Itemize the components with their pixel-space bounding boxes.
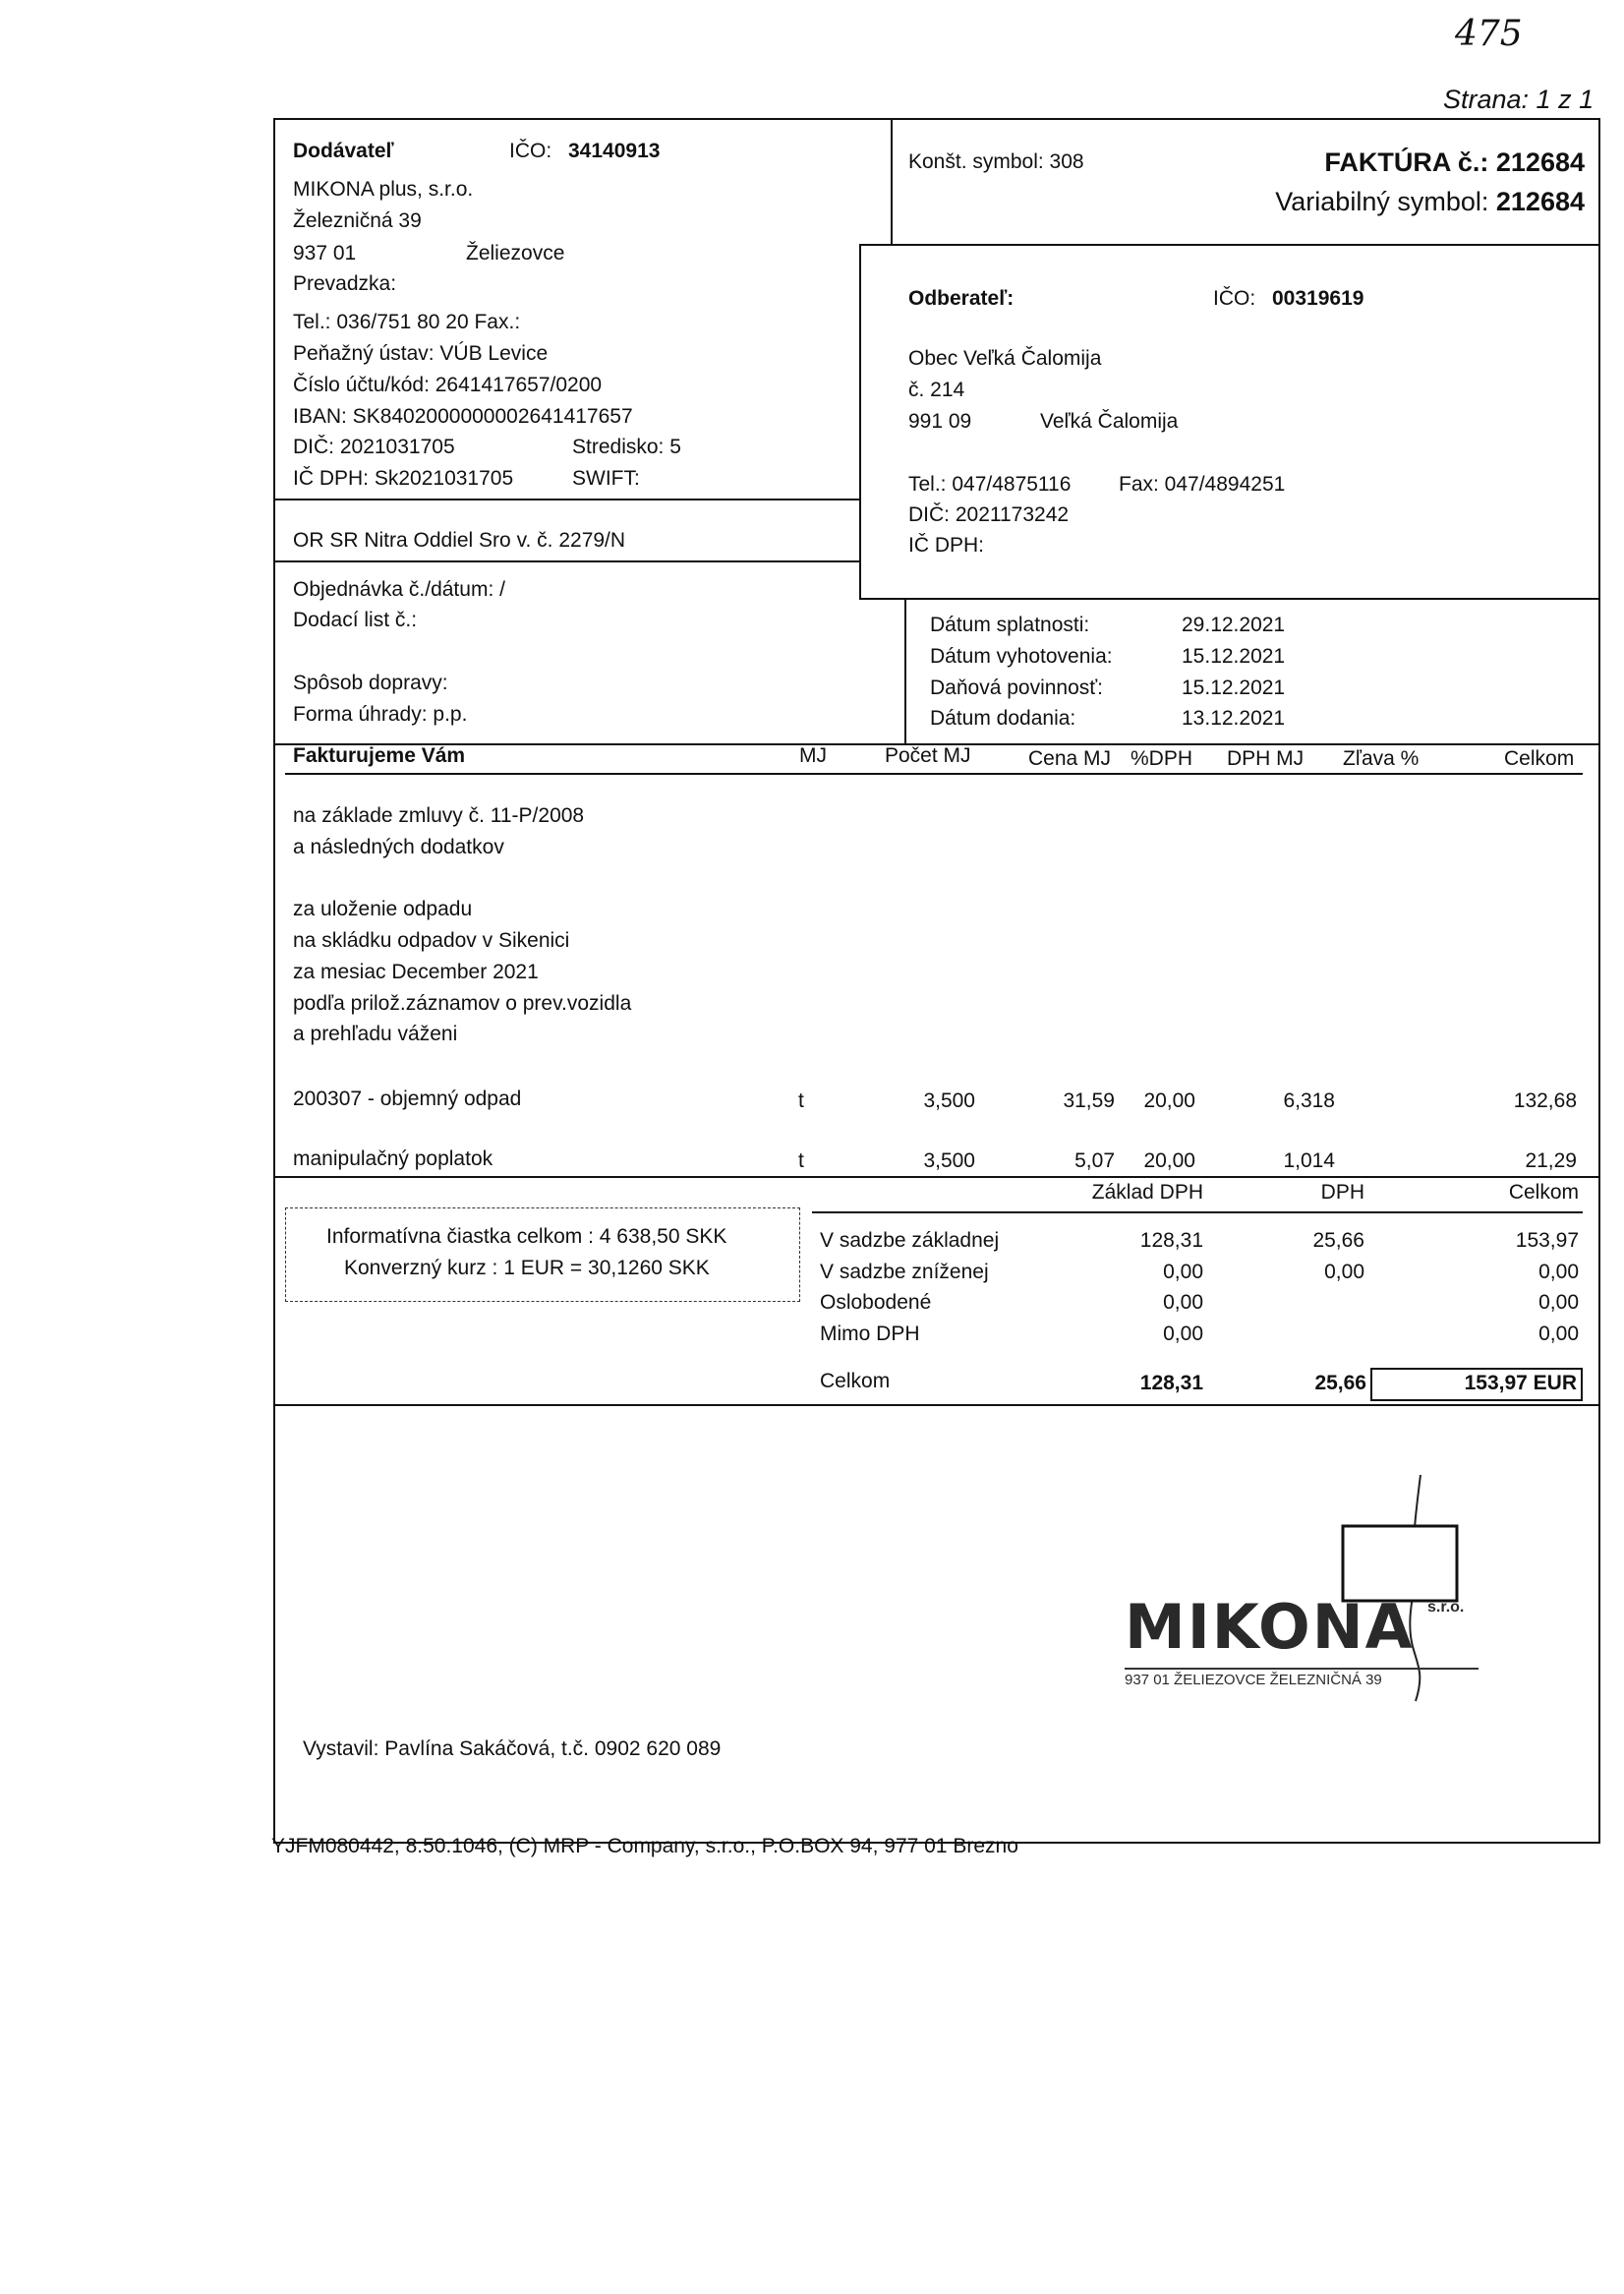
col-header-vat-unit: DPH MJ [1227,747,1305,770]
summary-row-label: Mimo DPH [820,1323,920,1345]
supplier-register: OR SR Nitra Oddiel Sro v. č. 2279/N [293,529,626,552]
footer-software: YJFM080442, 8.50.1046, (C) MRP - Company, s.r.o., P.O.BOX 94, 977 01 Brezno [271,1835,1018,1857]
description-line: za uloženie odpadu [293,898,473,920]
supplier-heading: Dodávateľ [293,140,394,162]
invoice-title [1324,147,1585,178]
customer-icdph: IČ DPH: [908,534,985,557]
constant-symbol: Konšt. symbol: 308 [908,150,1084,173]
page-number: Strana: 1 z 1 [1443,85,1595,114]
date-label-delivery: Dátum dodania: [930,707,1076,730]
row-2-name: manipulačný poplatok [293,1147,493,1170]
row-1-total: 132,68 [1513,1089,1577,1112]
col-header-vat-rate: %DPH [1131,747,1193,770]
date-value-tax: 15.12.2021 [1182,676,1286,699]
row-2-mj: t [798,1149,804,1172]
customer-street: č. 214 [908,379,965,401]
summary-row-total: 0,00 [1538,1291,1579,1314]
stamp-suffix: s.r.o. [1427,1599,1465,1616]
row-2-vat-rate: 20,00 [1143,1149,1195,1172]
row-1-vat-rate: 20,00 [1143,1089,1195,1112]
row-2-price: 5,07 [1074,1149,1115,1172]
summary-row-vat: 25,66 [1312,1229,1364,1252]
summary-row-label: V sadzbe základnej [820,1229,1000,1252]
company-stamp [1121,1475,1484,1711]
table-header-underline [285,773,1583,775]
supplier-account: Číslo účtu/kód: 2641417657/0200 [293,374,603,396]
customer-ico-label: IČO: [1213,287,1256,310]
date-label-tax: Daňová povinnosť: [930,676,1103,699]
summary-row-label: Oslobodené [820,1291,932,1314]
supplier-bank: Peňažný ústav: VÚB Levice [293,342,549,365]
row-2-vat-unit: 1,014 [1283,1149,1335,1172]
supplier-swift: SWIFT: [572,467,640,490]
row-2-qty: 3,500 [923,1149,975,1172]
stamp-company-name: MIKONA [1125,1591,1415,1663]
supplier-iban: IBAN: SK8402000000002641417657 [293,405,633,428]
transport-method: Spôsob dopravy: [293,672,448,694]
customer-zip: 991 09 [908,410,972,433]
invoice-label: FAKTÚRA č.: [1324,147,1489,177]
summary-row-base: 128,31 [1139,1229,1203,1252]
summary-bottom-line [273,1404,1600,1406]
stamp-underline [1125,1668,1479,1670]
summary-row-total: 153,97 [1515,1229,1579,1252]
supplier-name: MIKONA plus, s.r.o. [293,178,474,201]
variable-symbol-label: Variabilný symbol: [1275,187,1489,216]
summary-header-base: Základ DPH [1091,1181,1203,1204]
supplier-dic: DIČ: 2021031705 [293,436,455,458]
customer-ico: 00319619 [1272,287,1364,310]
col-header-qty: Počet MJ [885,744,971,767]
stamp-address: 937 01 ŽELIEZOVCE ŽELEZNIČNÁ 39 [1125,1672,1382,1688]
row-1-price: 31,59 [1063,1089,1115,1112]
summary-top-line [273,1176,1600,1178]
customer-city: Veľká Čalomija [1040,410,1179,433]
summary-header-underline [812,1211,1583,1213]
grand-total: 153,97 EUR [1464,1372,1577,1394]
issued-by: Vystavil: Pavlína Sakáčová, t.č. 0902 620 089 [303,1737,722,1760]
info-exchange-rate: Konverzný kurz : 1 EUR = 30,1260 SKK [344,1257,710,1279]
customer-heading: Odberateľ: [908,287,1015,310]
supplier-ico-label: IČO: [509,140,552,162]
description-line: za mesiac December 2021 [293,961,539,983]
supplier-street: Železničná 39 [293,209,422,232]
row-1-name: 200307 - objemný odpad [293,1088,522,1110]
col-header-mj: MJ [799,744,827,767]
variable-symbol-line [1275,187,1585,217]
invoice-number: 212684 [1495,147,1585,177]
row-1-vat-unit: 6,318 [1283,1089,1335,1112]
date-value-delivery: 13.12.2021 [1182,707,1286,730]
customer-name: Obec Veľká Čalomija [908,347,1102,370]
supplier-zip: 937 01 [293,242,357,265]
customer-fax: Fax: 047/4894251 [1119,473,1286,496]
supplier-city: Želiezovce [466,242,565,265]
handwritten-page-mark: 475 [1455,14,1523,54]
summary-total-label: Celkom [820,1370,891,1392]
summary-total-base: 128,31 [1139,1372,1203,1394]
summary-row-base: 0,00 [1163,1323,1203,1345]
variable-symbol: 212684 [1495,187,1585,216]
col-header-discount: Zľava % [1343,747,1420,770]
header-divider [891,118,893,244]
description-line: na základe zmluvy č. 11-P/2008 [293,804,585,827]
supplier-icdph: IČ DPH: Sk2021031705 [293,467,514,490]
supplier-center: Stredisko: 5 [572,436,681,458]
info-amount: Informatívna čiastka celkom : 4 638,50 SKK [326,1225,727,1248]
description-line: podľa prilož.záznamov o prev.vozidla [293,992,632,1015]
payment-method: Forma úhrady: p.p. [293,703,468,726]
supplier-separator [273,499,861,500]
description-line: a prehľadu váženi [293,1023,458,1045]
summary-row-base: 0,00 [1163,1261,1203,1283]
row-2-total: 21,29 [1525,1149,1577,1172]
row-1-qty: 3,500 [923,1089,975,1112]
summary-total-vat: 25,66 [1314,1372,1366,1394]
col-header-price: Cena MJ [1028,747,1112,770]
supplier-branch: Prevadzka: [293,272,397,295]
summary-row-total: 0,00 [1538,1261,1579,1283]
customer-tel: Tel.: 047/4875116 [908,473,1072,496]
summary-header-total: Celkom [1508,1181,1579,1204]
delivery-note: Dodací list č.: [293,609,418,631]
register-separator [273,560,861,562]
col-header-total: Celkom [1504,747,1575,770]
description-line: na skládku odpadov v Sikenici [293,929,570,952]
supplier-tel: Tel.: 036/751 80 20 Fax.: [293,311,521,333]
dates-divider [904,600,906,743]
date-label-issued: Dátum vyhotovenia: [930,645,1113,668]
description-line: a následných dodatkov [293,836,504,858]
date-value-due: 29.12.2021 [1182,614,1286,636]
col-header-description: Fakturujeme Vám [293,744,466,767]
summary-header-vat: DPH [1320,1181,1364,1204]
summary-row-vat: 0,00 [1324,1261,1364,1283]
info-box [285,1207,800,1302]
summary-row-base: 0,00 [1163,1291,1203,1314]
customer-dic: DIČ: 2021173242 [908,503,1070,526]
order-number: Objednávka č./dátum: / [293,578,505,601]
date-value-issued: 15.12.2021 [1182,645,1286,668]
date-label-due: Dátum splatnosti: [930,614,1090,636]
summary-row-total: 0,00 [1538,1323,1579,1345]
summary-row-label: V sadzbe zníženej [820,1261,989,1283]
row-1-mj: t [798,1089,804,1112]
supplier-ico: 34140913 [568,140,661,162]
